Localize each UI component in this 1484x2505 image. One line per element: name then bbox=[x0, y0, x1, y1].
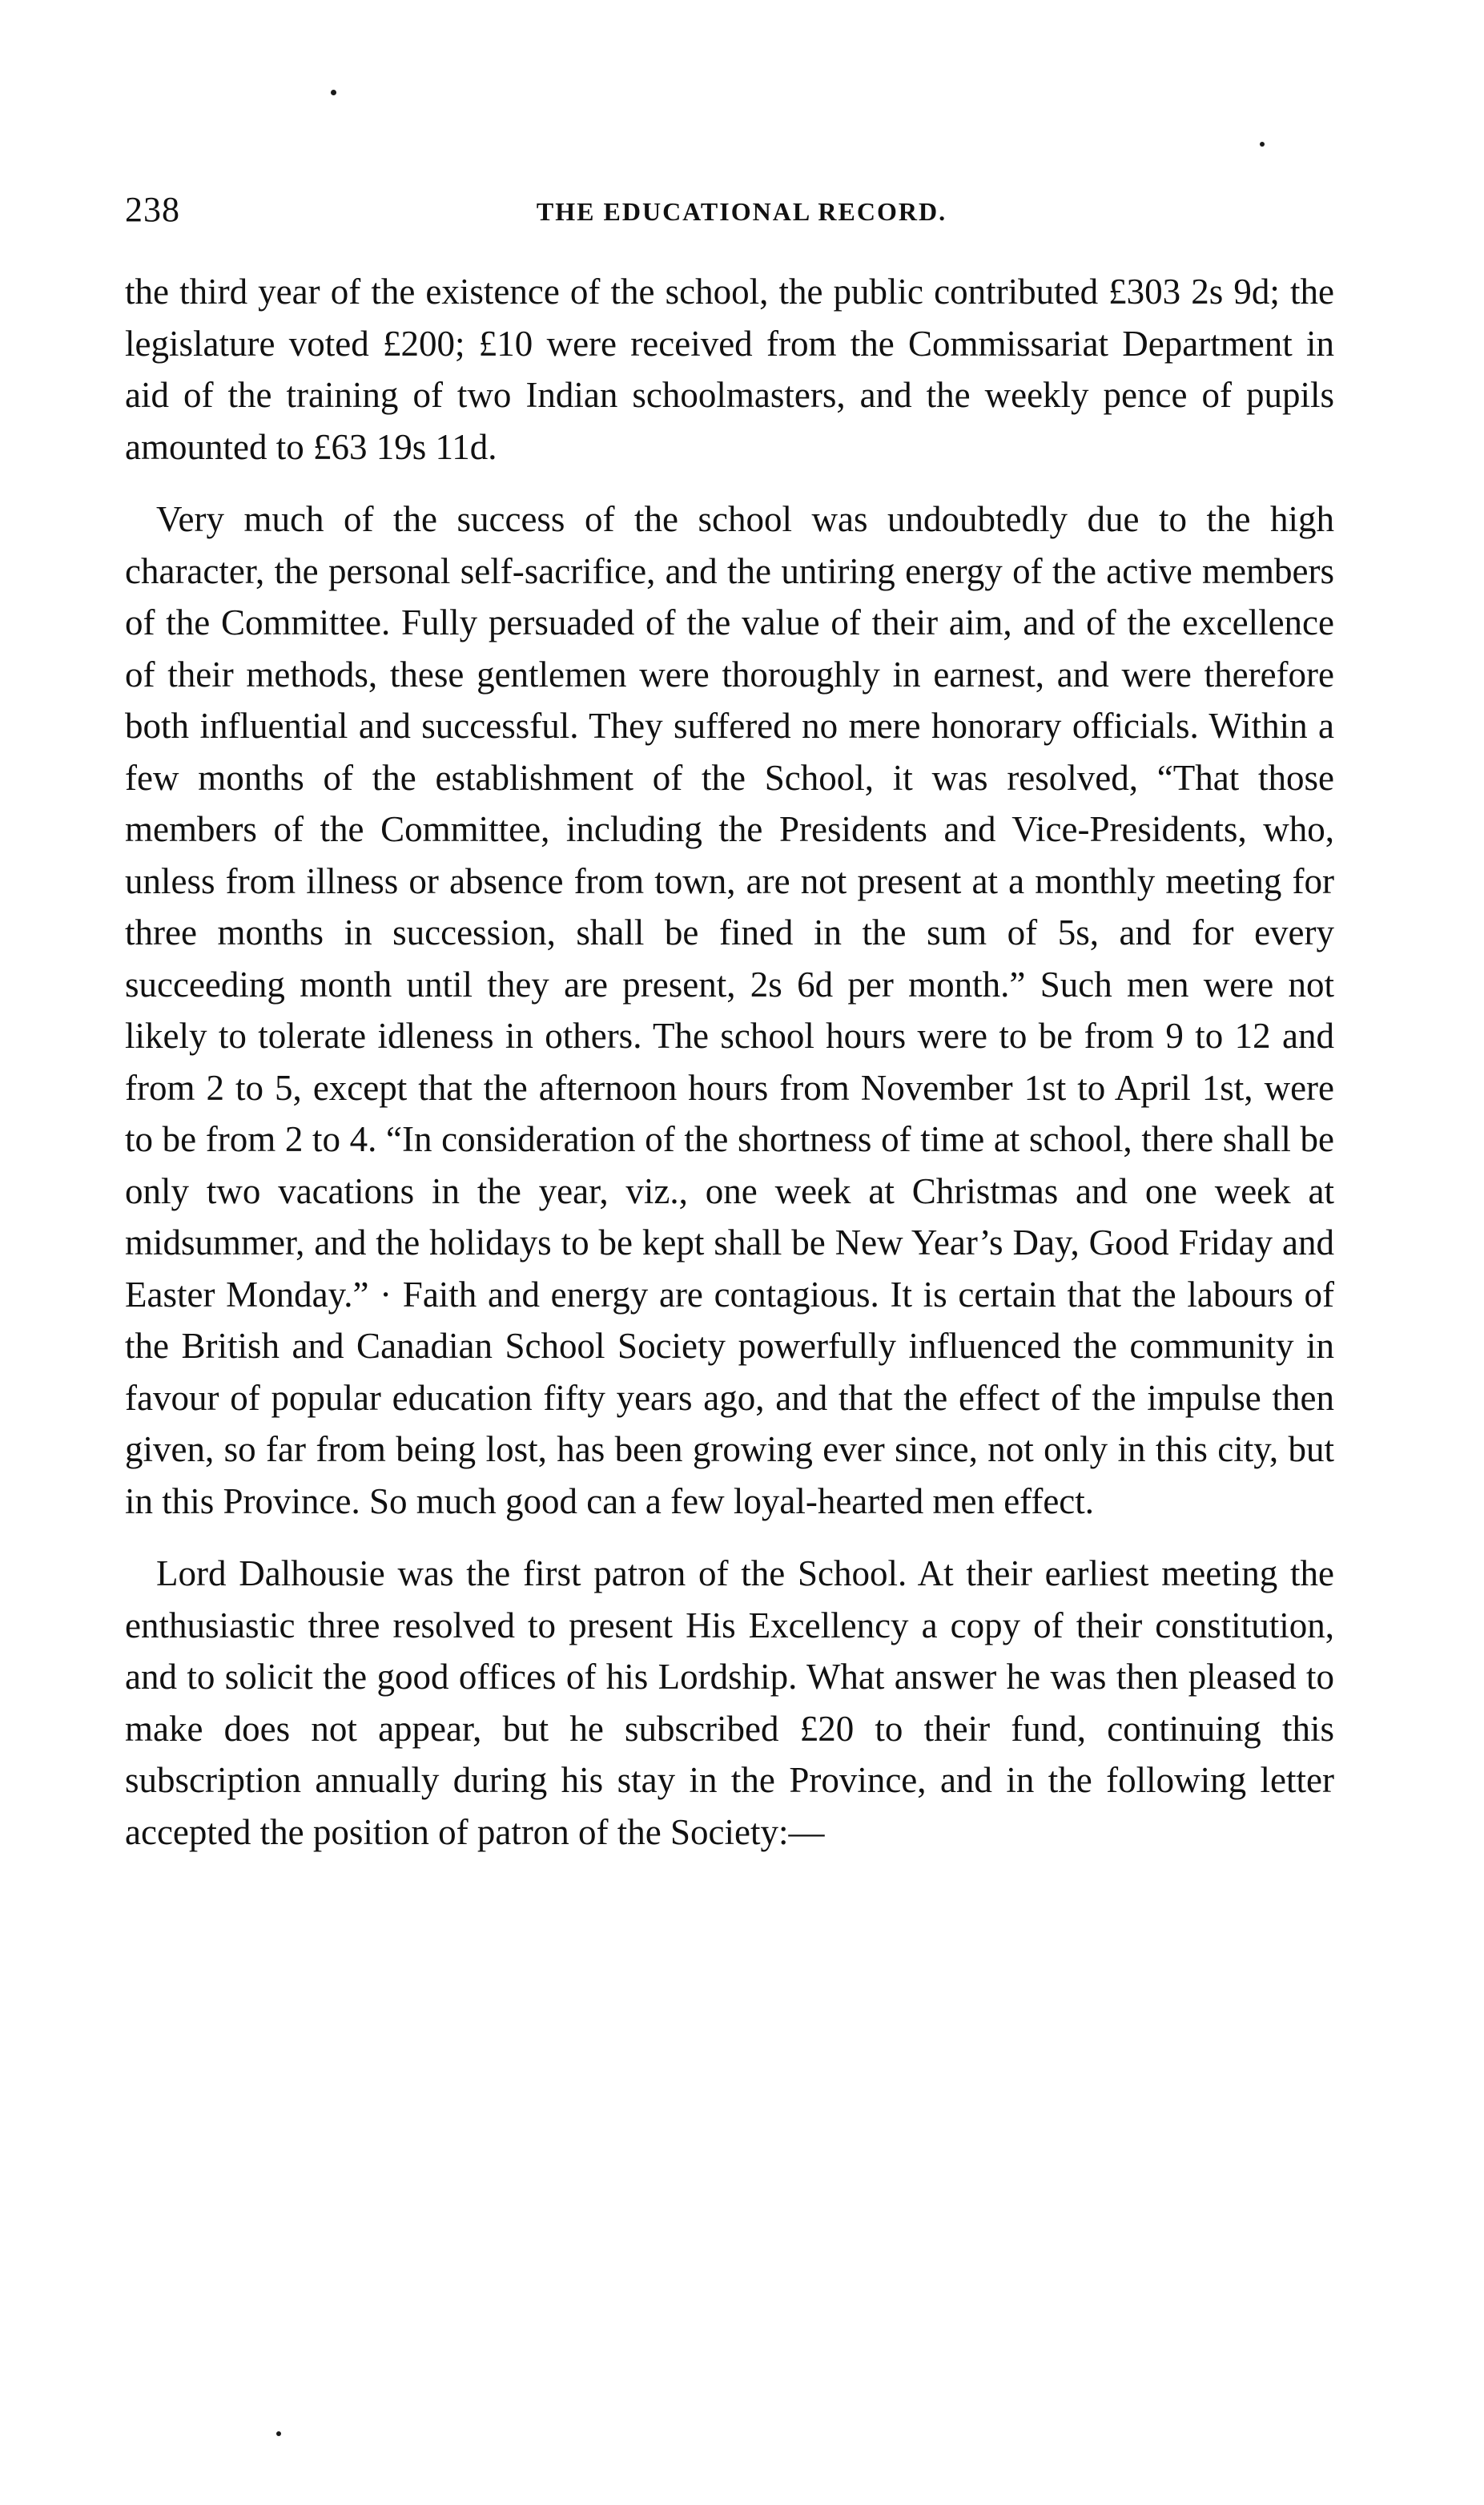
print-speck bbox=[1260, 142, 1265, 147]
body-text bbox=[125, 266, 1334, 1858]
paragraph-3: Lord Dalhousie was the first patron of the School. At their earliest meeting the enthusiastic three resolved to present His Excellency a copy of their constitution, and to solicit the good offices of his Lordship. What answer he was then pleased to make does not appear, but he subscribed £20 to their fund, continuing this subscription annually during his stay in the Province, and in the following letter accepted the position of patron of the Society:— bbox=[125, 1553, 1334, 1852]
print-speck bbox=[331, 90, 336, 95]
paragraph-2: Very much of the success of the school was undoubtedly due to the high character, the personal self-sacrifice, and the untiring energy of the active members of the Committee. Fully persuaded of the value of their aim, and of the excellence of their methods, these gentlemen were thoroughly in earnest, and were therefore both influential and successful. They suffered no mere honorary officials. Within a few months of the establishment of the School, it was resolved, “That those members of the Committee, including the Presidents and Vice-Presidents, who, unless from illness or absence from town, are not present at a monthly meeting for three months in succession, shall be fined in the sum of 5s, and for every succeeding month until they are present, 2s 6d per month.” Such men were not likely to tolerate idleness in others. The school hours were to be from 9 to 12 and from 2 to 5, except that the afternoon hours from November 1st to April 1st, were to be from 2 to 4. “In consideration of the shortness of time at school, there shall be only two vacations in the year, viz., one week at Christmas and one week at midsummer, and the holidays to be kept shall be New Year’s Day, Good Friday and Easter Monday.” · Faith and energy are contagious. It is certain that the labours of the British and Canadian School Society powerfully influenced the community in favour of popular education fifty years ago, and that the effect of the impulse then given, so far from being lost, has been growing ever since, not only in this city, but in this Province. So much good can a few loyal-hearted men effect. bbox=[125, 499, 1334, 1521]
print-speck bbox=[276, 2431, 281, 2436]
running-title: THE EDUCATIONAL RECORD. bbox=[536, 197, 947, 226]
paragraph-1: the third year of the existence of the school, the public contributed £303 2s 9d; the legislature voted £200; £10 were received from the Commissariat Department in aid of the training of two Indian schoolmasters, and the weekly pence of pupils amounted to £63 19s 11d. bbox=[125, 272, 1334, 467]
page-header bbox=[125, 186, 1358, 234]
page-number: 238 bbox=[125, 190, 180, 229]
